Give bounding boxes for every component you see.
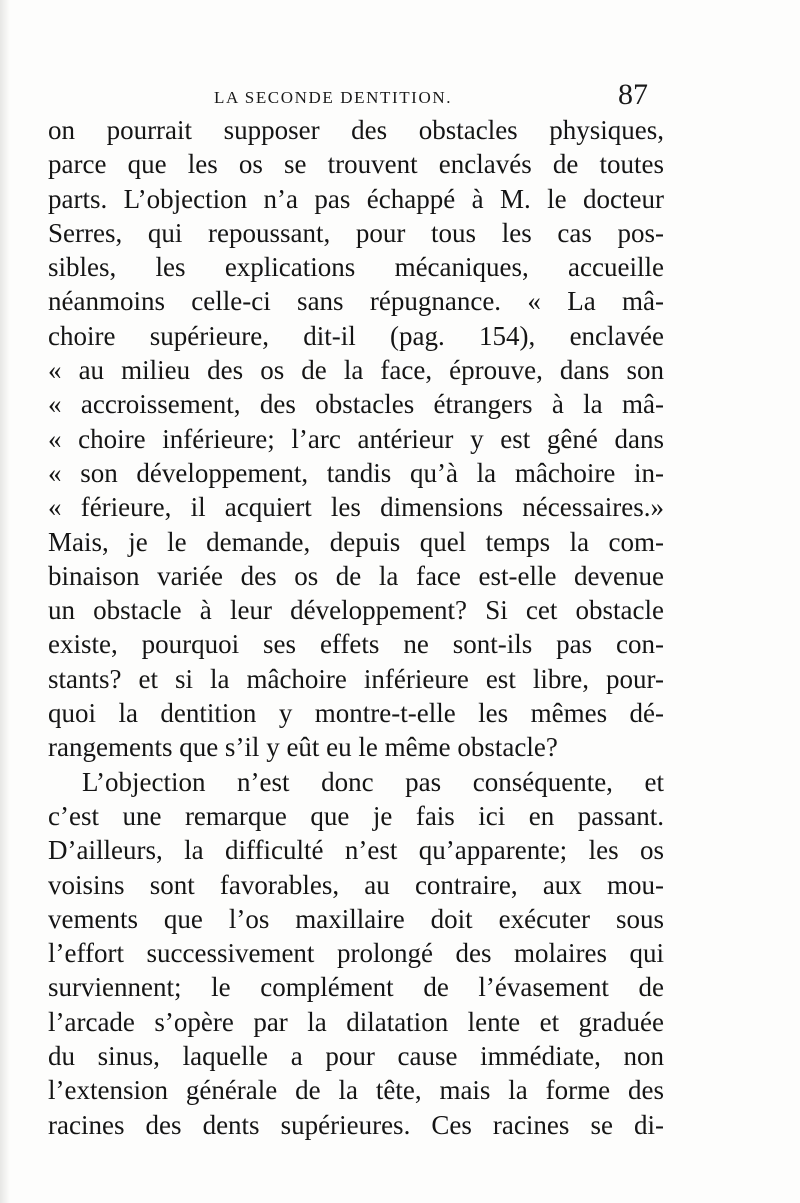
running-title: LA SECONDE DENTITION. <box>214 88 453 107</box>
text-line: on pourrait supposer des obstacles physiques, <box>48 115 664 145</box>
text-line: du sinus, laquelle a pour cause immédiate, non <box>48 1041 664 1072</box>
text-line: sibles, les explications mécaniques, accueille <box>48 252 664 283</box>
text-line: choire supérieure, dit-il (pag. 154), enclavée <box>48 320 664 351</box>
text-line: néanmoins celle-ci sans répugnance. « La mâ- <box>48 286 664 317</box>
text-line-paragraph-start: L’objection n’est donc pas conséquente, et <box>82 766 664 797</box>
text-line: « accroissement, des obstacles étrangers à la mâ- <box>48 389 664 420</box>
text-line: l’effort successivement prolongé des molaires qui <box>48 938 664 969</box>
text-line: Serres, qui repoussant, pour tous les cas pos- <box>48 217 664 248</box>
text-line: voisins sont favorables, au contraire, aux mou- <box>48 869 664 900</box>
body-text <box>48 113 664 1142</box>
text-line: binaison variée des os de la face est-elle devenue <box>48 560 664 591</box>
text-line: D’ailleurs, la difficulté n’est qu’apparente; les os <box>48 835 664 866</box>
text-line: parce que les os se trouvent enclavés de toutes <box>48 149 664 180</box>
page-header <box>0 78 800 118</box>
text-line: existe, pourquoi ses effets ne sont-ils pas con- <box>48 629 664 660</box>
text-line: un obstacle à leur développement? Si cet obstacle <box>48 595 664 626</box>
text-line: Mais, je le demande, depuis quel temps la com- <box>48 526 664 557</box>
text-line: « au milieu des os de la face, éprouve, dans son <box>48 355 664 386</box>
text-line: racines des dents supérieures. Ces racines se di- <box>48 1109 664 1140</box>
text-line: c’est une remarque que je fais ici en passant. <box>48 800 664 831</box>
text-line: rangements que s’il y eût eu le même obstacle? <box>48 732 558 763</box>
text-line: « choire inférieure; l’arc antérieur y est gêné dans <box>48 423 664 454</box>
text-line: l’extension générale de la tête, mais la forme des <box>48 1075 664 1106</box>
text-line: surviennent; le complément de l’évasement de <box>48 972 664 1003</box>
text-line: stants? et si la mâchoire inférieure est libre, pour- <box>48 663 664 694</box>
text-line: parts. L’objection n’a pas échappé à M. le docteur <box>48 183 664 214</box>
text-line: quoi la dentition y montre-t-elle les mêmes dé- <box>48 698 664 729</box>
text-line: vements que l’os maxillaire doit exécuter sous <box>48 903 664 934</box>
page-gutter-shadow <box>0 0 10 1203</box>
text-line: « son développement, tandis qu’à la mâchoire in- <box>48 457 664 488</box>
text-line: l’arcade s’opère par la dilatation lente et graduée <box>48 1006 664 1037</box>
page-number: 87 <box>618 78 648 111</box>
text-line: « férieure, il acquiert les dimensions nécessaires.» <box>48 492 664 523</box>
